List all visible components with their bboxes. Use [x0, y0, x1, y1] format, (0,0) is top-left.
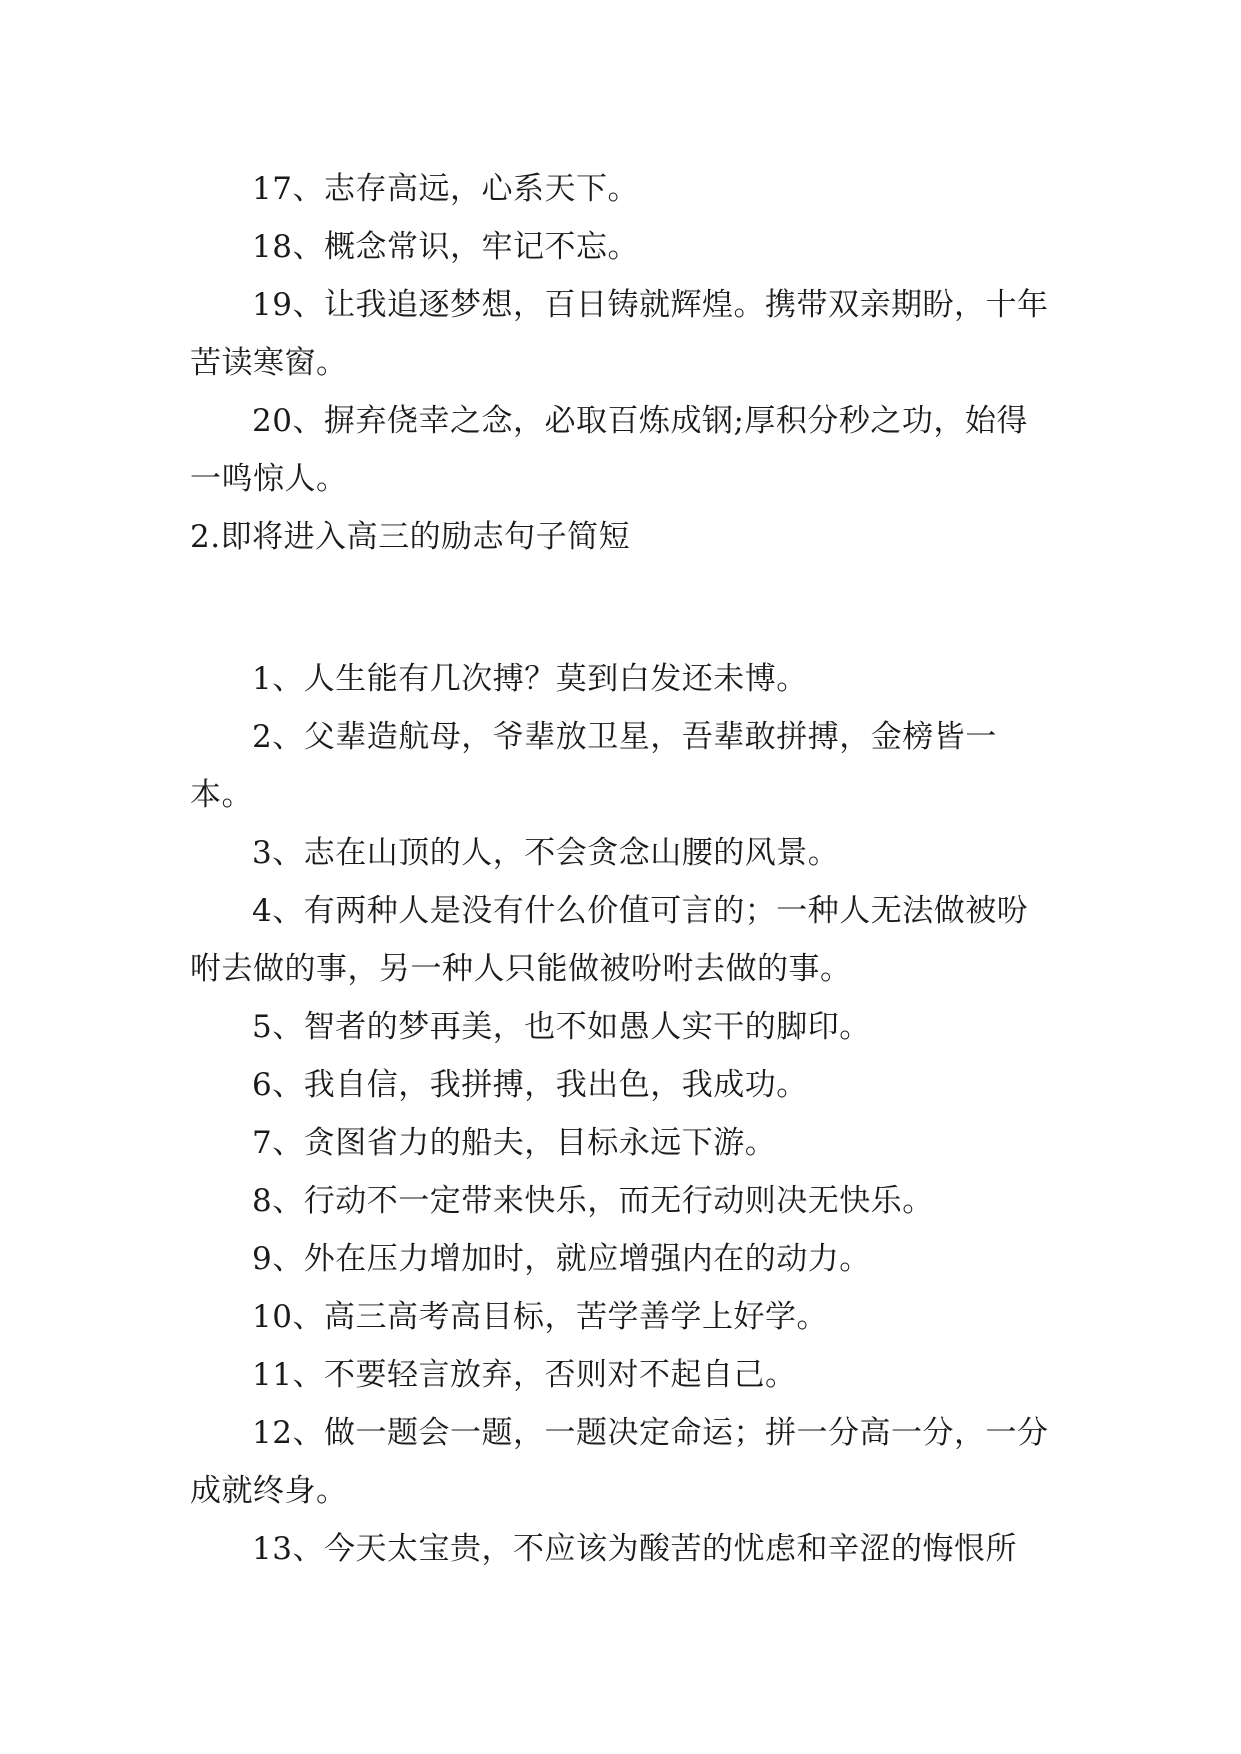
- list-item-3: 3、志在山顶的人，不会贪念山腰的风景。: [252, 835, 840, 871]
- list-item-13: 13、今天太宝贵，不应该为酸苦的忧虑和辛涩的悔恨所: [252, 1531, 1017, 1567]
- document-body: [190, 160, 1050, 1578]
- list-item-4: 4、有两种人是没有什么价值可言的；一种人无法做被吩咐去做的事，另一种人只能做被吩咐去做的事。: [190, 893, 1029, 987]
- paragraph-19: 19、让我追逐梦想，百日铸就辉煌。携带双亲期盼，十年苦读寒窗。: [190, 287, 1049, 381]
- list-item-9: 9、外在压力增加时，就应增强内在的动力。: [252, 1241, 871, 1277]
- section-heading: 2.即将进入高三的励志句子简短: [190, 519, 631, 555]
- list-item-10: 10、高三高考高目标，苦学善学上好学。: [252, 1299, 828, 1335]
- paragraph-17: 17、志存高远，心系天下。: [252, 171, 639, 207]
- list-item-8: 8、行动不一定带来快乐，而无行动则决无快乐。: [252, 1183, 934, 1219]
- paragraph-20: 20、摒弃侥幸之念，必取百炼成钢;厚积分秒之功，始得一鸣惊人。: [190, 403, 1028, 497]
- list-item-12: 12、做一题会一题，一题决定命运；拼一分高一分，一分成就终身。: [190, 1415, 1049, 1509]
- list-item-6: 6、我自信，我拼搏，我出色，我成功。: [252, 1067, 808, 1103]
- section-spacer: [190, 566, 1050, 650]
- list-item-5: 5、智者的梦再美，也不如愚人实干的脚印。: [252, 1009, 871, 1045]
- list-item-11: 11、不要轻言放弃，否则对不起自己。: [252, 1357, 797, 1393]
- list-item-7: 7、贪图省力的船夫，目标永远下游。: [252, 1125, 777, 1161]
- list-item-2: 2、父辈造航母，爷辈放卫星，吾辈敢拼搏，金榜皆一本。: [190, 719, 997, 813]
- paragraph-18: 18、概念常识，牢记不忘。: [252, 229, 639, 265]
- list-item-1: 1、人生能有几次搏？莫到白发还未博。: [252, 661, 808, 697]
